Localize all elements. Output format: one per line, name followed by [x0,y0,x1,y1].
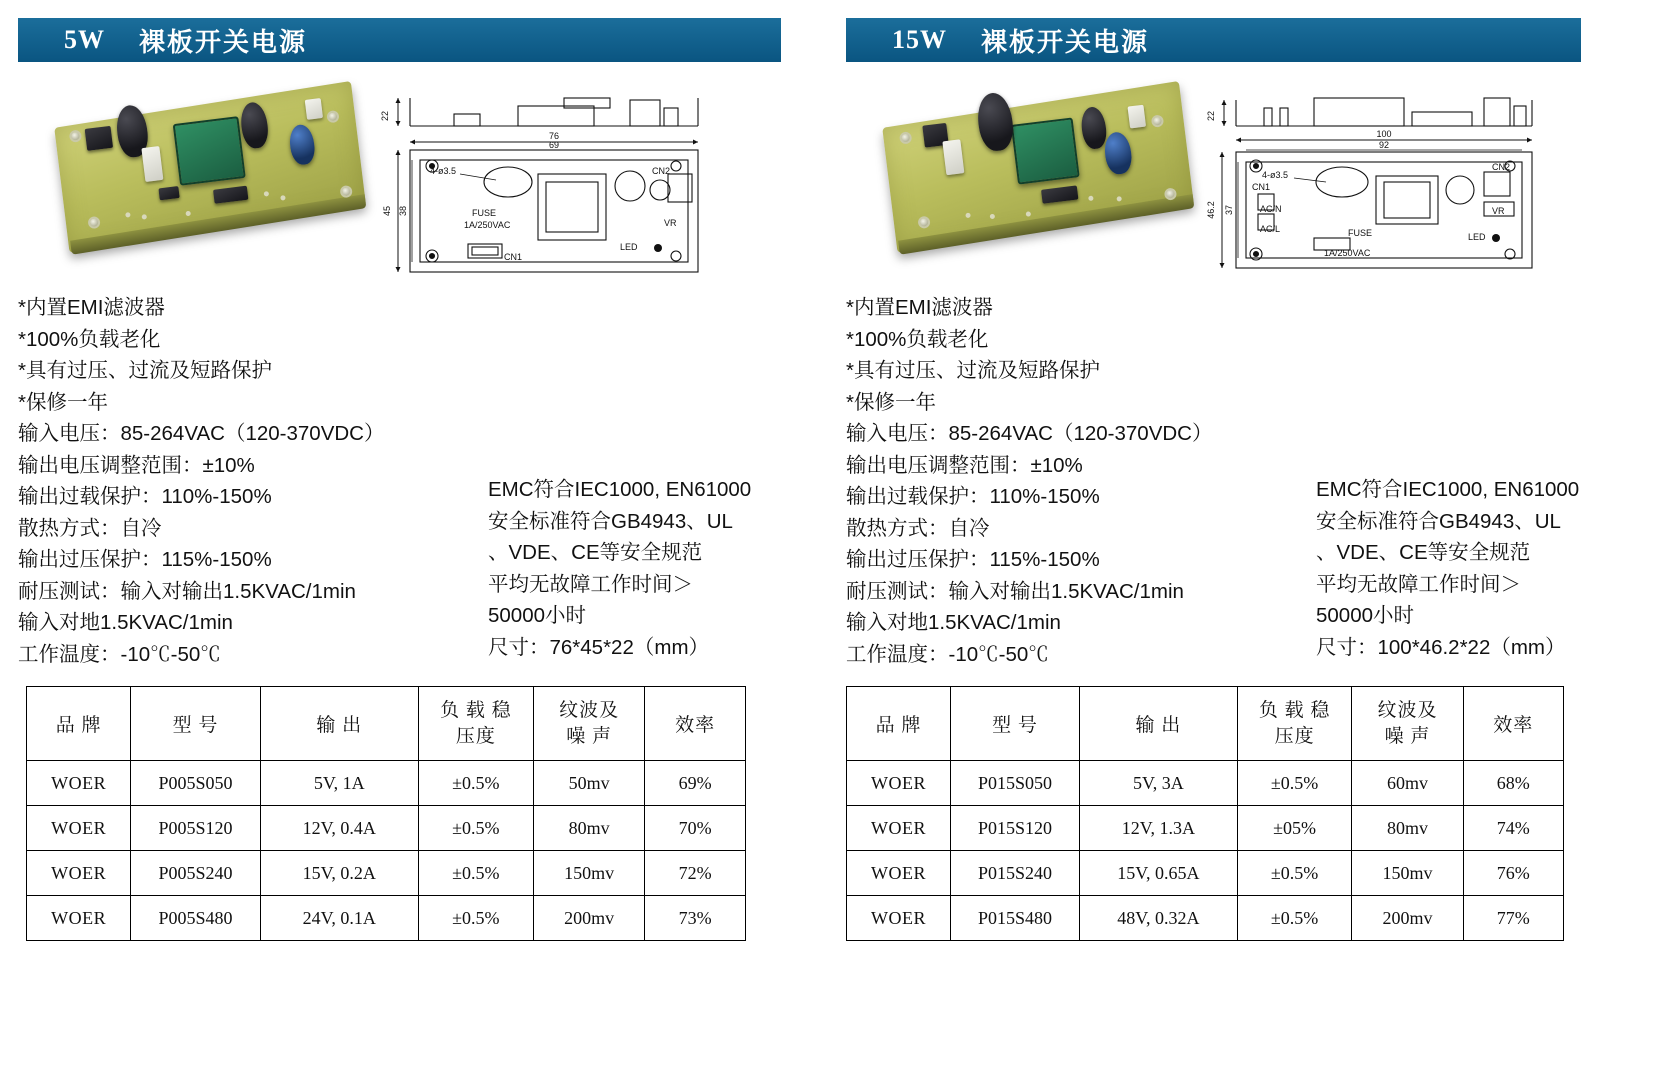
standard-line-emc: EMC符合IEC1000, EN61000 [488,478,752,501]
cell-model: P005S480 [131,896,260,941]
cell-model: P005S120 [131,806,260,851]
svg-text:VR: VR [1492,206,1505,216]
connector-cn2 [305,98,323,120]
standard-line-mtbf: 平均无故障工作时间＞ [488,572,693,596]
standard-line-mtbf-value: 50000小时 [1316,604,1415,627]
spec-line-temperature: 工作温度：-10℃-50℃ [18,642,221,666]
spec-line-withstand-ground: 输入对地1.5KVAC/1min [846,611,1061,634]
standard-line-dimensions: 尺寸：100*46.2*22（mm） [1316,635,1566,659]
cell-ripple: 150mv [533,851,644,896]
cell-load-regulation: ±0.5% [418,806,533,851]
cell-efficiency: 72% [645,851,746,896]
cell-brand: WOER [847,896,951,941]
svg-text:CN2: CN2 [1492,162,1511,172]
standard-line-safety-cont: 、VDE、CE等安全规范 [488,541,703,564]
standard-line-mtbf-value: 50000小时 [488,604,587,627]
standards-list-15w [1316,292,1600,670]
table-row [847,761,1564,806]
product-title-bar-15w [846,18,1581,62]
rectifier-block [85,126,113,151]
cell-efficiency: 77% [1463,896,1563,941]
svg-text:69: 69 [548,140,560,150]
table-row [847,806,1564,851]
standard-line-safety-cont: 、VDE、CE等安全规范 [1316,541,1531,564]
table-row [27,761,746,806]
cell-efficiency: 70% [645,806,746,851]
svg-text:22: 22 [1206,110,1216,122]
svg-text:1A/250VAC: 1A/250VAC [464,220,511,230]
features-block-5w [18,292,800,670]
spec-line-temperature: 工作温度：-10℃-50℃ [846,642,1049,666]
th-efficiency: 效率 [1463,687,1563,761]
svg-text:CN2: CN2 [652,166,671,176]
cell-output: 5V, 1A [260,761,418,806]
cell-model: P015S240 [950,851,1079,896]
table-row [847,896,1564,941]
spec-line-cooling: 散热方式：自冷 [846,516,990,540]
spec-line-overvoltage: 输出过压保护：115%-150% [846,548,1100,571]
feature-line: *具有过压、过流及短路保护 [18,359,272,382]
svg-text:38: 38 [398,205,408,217]
cell-model: P005S240 [131,851,260,896]
cell-brand: WOER [847,806,951,851]
spec-table-5w [26,686,746,941]
svg-text:LED: LED [620,242,638,252]
spec-line-overload: 输出过载保护：110%-150% [846,485,1100,508]
cell-load-regulation: ±0.5% [418,851,533,896]
pcb-photo-15w [846,70,1196,253]
table-header-row [847,687,1564,761]
cell-brand: WOER [27,851,131,896]
features-block-15w [846,292,1600,670]
product-name-15w: 裸板开关电源 [981,26,1150,57]
drawing-svg-15w [1196,78,1566,278]
cell-brand: WOER [847,851,951,896]
svg-text:FUSE: FUSE [1348,228,1373,238]
cell-output: 48V, 0.32A [1080,896,1238,941]
cell-output: 5V, 3A [1080,761,1238,806]
spec-line-input-voltage: 输入电压：85-264VAC（120-370VDC） [846,422,1213,445]
cell-model: P015S480 [950,896,1079,941]
th-ripple-noise: 纹波及 噪 声 [1352,687,1463,761]
connector-cn2 [1127,105,1146,129]
product-wattage-5w: 5W [64,25,105,54]
feature-line: *内置EMI滤波器 [18,296,165,319]
cell-load-regulation: ±05% [1237,806,1352,851]
pcb-board-photo [878,60,1197,270]
svg-text:37: 37 [1224,204,1234,216]
features-list-15w [846,292,1316,670]
table-row [27,806,746,851]
cell-efficiency: 76% [1463,851,1563,896]
cell-efficiency: 73% [645,896,746,941]
svg-text:22: 22 [380,110,390,122]
cell-load-regulation: ±0.5% [1237,896,1352,941]
cell-load-regulation: ±0.5% [418,896,533,941]
features-list-5w [18,292,488,670]
svg-text:VR: VR [664,218,677,228]
cell-brand: WOER [847,761,951,806]
spec-line-withstand-ground: 输入对地1.5KVAC/1min [18,611,233,634]
diode-block [158,186,179,200]
th-brand: 品 牌 [847,687,951,761]
table-row [27,851,746,896]
spec-line-overvoltage: 输出过压保护：115%-150% [18,548,272,571]
cell-efficiency: 74% [1463,806,1563,851]
cell-model: P005S050 [131,761,260,806]
feature-line: *保修一年 [846,390,936,414]
feature-line: *100%负载老化 [18,327,161,351]
product-name-5w: 裸板开关电源 [139,26,308,57]
cell-output: 24V, 0.1A [260,896,418,941]
product-title-bar-5w [18,18,781,62]
th-load-regulation: 负 载 稳 压度 [1237,687,1352,761]
svg-text:46.2: 46.2 [1206,201,1216,219]
cell-brand: WOER [27,761,131,806]
cell-load-regulation: ±0.5% [1237,851,1352,896]
spec-line-output-adjust: 输出电压调整范围：±10% [18,453,255,477]
spec-line-overload: 输出过载保护：110%-150% [18,485,272,508]
transformer [173,116,246,186]
drawing-svg-5w [368,78,738,278]
svg-text:4-ø3.5: 4-ø3.5 [1262,170,1289,180]
cell-output: 15V, 0.2A [260,851,418,896]
product-panel-5w [0,0,800,1075]
svg-text:4-ø3.5: 4-ø3.5 [430,166,457,176]
cell-efficiency: 69% [645,761,746,806]
svg-text:AC/N: AC/N [1260,204,1282,214]
mechanical-drawing-15w [1196,70,1600,283]
cell-ripple: 150mv [1352,851,1463,896]
cell-ripple: 200mv [1352,896,1463,941]
table-header-row [27,687,746,761]
table-row [27,896,746,941]
svg-text:LED: LED [1468,232,1486,242]
cell-ripple: 60mv [1352,761,1463,806]
cell-model: P015S050 [950,761,1079,806]
pcb-photo-5w [18,70,368,253]
standard-line-safety: 安全标准符合GB4943、UL [1316,509,1561,533]
svg-text:CN1: CN1 [1252,182,1271,192]
cell-output: 12V, 0.4A [260,806,418,851]
standards-list-5w [488,292,800,670]
spec-line-withstand: 耐压测试：输入对输出1.5KVAC/1min [846,579,1184,603]
table-row [847,851,1564,896]
svg-text:100: 100 [1376,129,1392,139]
th-output: 输 出 [1080,687,1238,761]
th-output: 输 出 [260,687,418,761]
feature-line: *内置EMI滤波器 [846,296,993,319]
standard-line-safety: 安全标准符合GB4943、UL [488,509,733,533]
svg-text:AC/L: AC/L [1260,224,1281,234]
cell-model: P015S120 [950,806,1079,851]
th-load-regulation: 负 载 稳 压度 [418,687,533,761]
cell-output: 15V, 0.65A [1080,851,1238,896]
product-panel-15w [800,0,1600,1075]
product-wattage-15w: 15W [892,25,947,54]
svg-text:76: 76 [548,131,560,141]
svg-text:CN1: CN1 [504,252,523,262]
standard-line-emc: EMC符合IEC1000, EN61000 [1316,478,1580,501]
cell-ripple: 50mv [533,761,644,806]
svg-text:1A/250VAC: 1A/250VAC [1324,248,1371,258]
feature-line: *具有过压、过流及短路保护 [846,359,1100,382]
product-images-5w [18,70,800,282]
standard-line-dimensions: 尺寸：76*45*22（mm） [488,635,710,659]
cell-output: 12V, 1.3A [1080,806,1238,851]
spec-line-output-adjust: 输出电压调整范围：±10% [846,453,1083,477]
th-ripple-noise: 纹波及 噪 声 [533,687,644,761]
product-images-15w [846,70,1600,282]
standard-line-mtbf: 平均无故障工作时间＞ [1316,572,1521,596]
cell-brand: WOER [27,896,131,941]
svg-text:FUSE: FUSE [472,208,497,218]
spec-line-cooling: 散热方式：自冷 [18,516,162,540]
feature-line: *100%负载老化 [846,327,989,351]
svg-text:92: 92 [1378,140,1390,150]
transformer [1011,117,1080,184]
th-brand: 品 牌 [27,687,131,761]
th-model: 型 号 [950,687,1079,761]
cell-efficiency: 68% [1463,761,1563,806]
cell-load-regulation: ±0.5% [1237,761,1352,806]
cell-brand: WOER [27,806,131,851]
pcb-board-photo [50,60,369,270]
cell-load-regulation: ±0.5% [418,761,533,806]
th-efficiency: 效率 [645,687,746,761]
cell-ripple: 80mv [1352,806,1463,851]
spec-table-15w [846,686,1564,941]
spec-line-withstand: 耐压测试：输入对输出1.5KVAC/1min [18,579,356,603]
cell-ripple: 80mv [533,806,644,851]
mechanical-drawing-5w [368,70,800,283]
spec-line-input-voltage: 输入电压：85-264VAC（120-370VDC） [18,422,385,445]
svg-text:45: 45 [382,205,392,217]
feature-line: *保修一年 [18,390,108,414]
th-model: 型 号 [131,687,260,761]
cell-ripple: 200mv [533,896,644,941]
